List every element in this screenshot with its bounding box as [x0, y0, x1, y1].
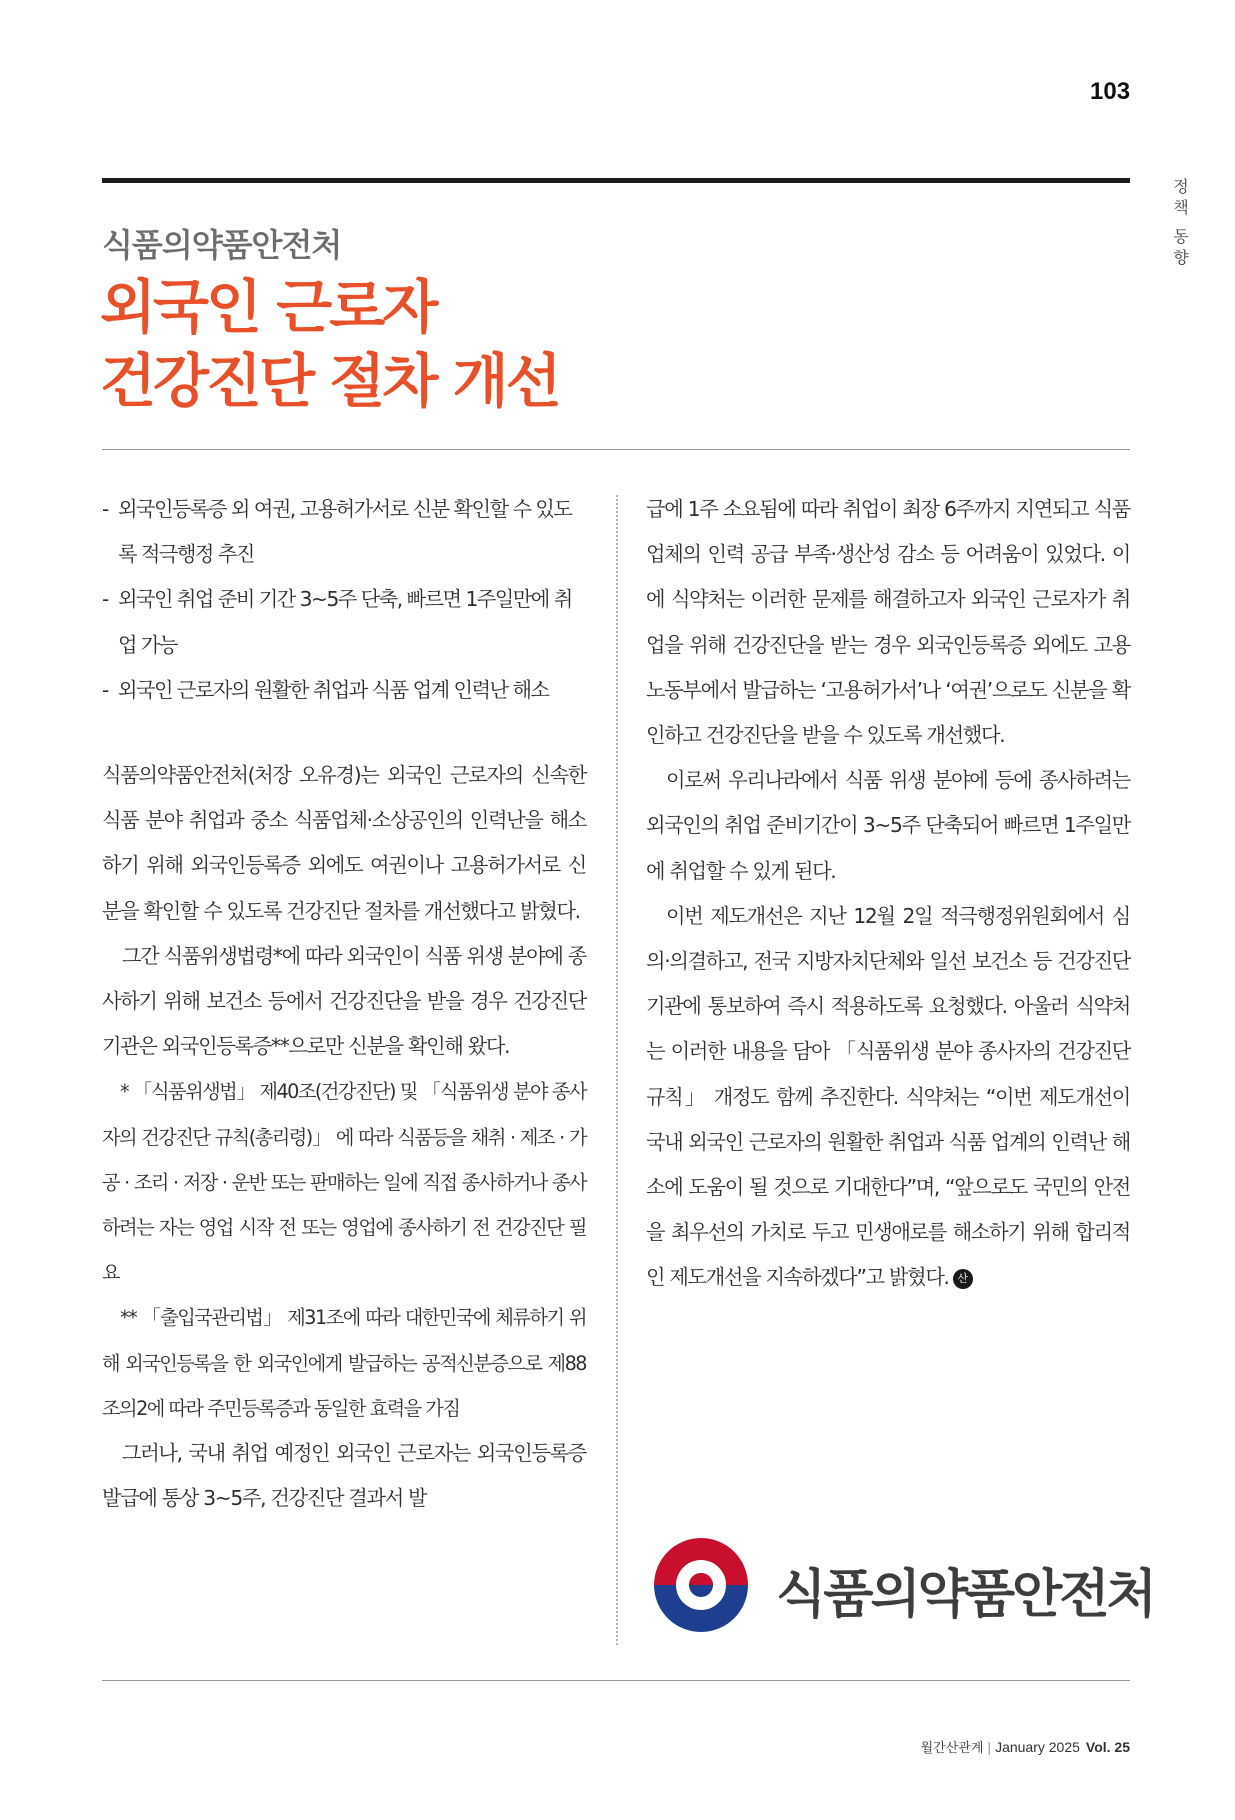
- body-paragraph: 이로써 우리나라에서 식품 위생 분야에 등에 종사하려는 외국인의 취업 준비기간이 3~5주 단축되어 빠르면 1주일만에 취업할 수 있게 된다.: [646, 768, 1130, 883]
- left-column: [102, 487, 586, 1521]
- section-tab: [1170, 176, 1192, 268]
- emblem-center-red: [689, 1573, 713, 1585]
- header-divider: [102, 449, 1130, 450]
- taegeuk-emblem-icon: [646, 1530, 756, 1640]
- summary-item: - 외국인등록증 외 여권, 고용허가서로 신분 확인할 수 있도록 적극행정 추진: [102, 487, 586, 577]
- footer-volume: Vol. 25: [1085, 1739, 1130, 1755]
- ministry-logo: [646, 1530, 1154, 1640]
- footer-publication: 월간산관계: [920, 1741, 984, 1756]
- summary-list: [102, 487, 586, 713]
- section-tab-char: 책: [1173, 198, 1189, 217]
- body-paragraph: [646, 894, 1130, 1301]
- top-rule: [102, 178, 1130, 183]
- article-kicker: 식품의약품안전처: [102, 226, 342, 264]
- body-paragraph-text: 이번 제도개선은 지난 12월 2일 적극행정위원회에서 심의·의결하고, 전국 지방자치단체와 일선 보건소 등 건강진단기관에 통보하여 즉시 적용하도록 요청했다. 아울러 식약처는 이러한 내용을 담아 「식품위생 분야 종사자의 건강진단 규칙」 개정도 함께 추진한다. 식약처는 “이번 제도개선이 국내 외국인 근로자의 원활한 취업과 식품 업계의 인력난 해소에 도움이 될 것으로 기대한다”며, “앞으로도 국민의 안전을 최우선의 가치로 두고 민생애로를 해소하기 위해 합리적인 제도개선을 지속하겠다”고 밝혔다.: [646, 903, 1130, 1290]
- body-paragraph: 그간 식품위생법령*에 따라 외국인이 식품 위생 분야에 종사하기 위해 보건소 등에서 건강진단을 받을 경우 건강진단기관은 외국인등록증**으로만 신분을 확인해 왔다.: [102, 943, 586, 1059]
- body-paragraph: 그러나, 국내 취업 예정인 외국인 근로자는 외국인등록증 발급에 통상 3~5주, 건강진단 결과서 발: [102, 1441, 586, 1511]
- page-footer: [860, 1737, 1130, 1756]
- logo-wordmark: 식품의약품안전처: [776, 1565, 1154, 1625]
- headline-line-1: 외국인 근로자: [100, 273, 436, 341]
- summary-spacer: [102, 713, 586, 753]
- footer-divider: [102, 1680, 1130, 1681]
- article-headline: [100, 270, 559, 418]
- summary-item: - 외국인 근로자의 원활한 취업과 식품 업계 인력난 해소: [102, 668, 586, 713]
- body-paragraph: 식품의약품안전처(처장 오유경)는 외국인 근로자의 신속한 식품 분야 취업과 중소 식품업체·소상공인의 인력난을 해소하기 위해 외국인등록증 외에도 여권이나 고용허가서로 신분을 확인할 수 있도록 건강진단 절차를 개선했다고 밝혔다.: [102, 763, 586, 923]
- section-tab-char: 향: [1173, 248, 1189, 267]
- footer-date: January 2025: [995, 1739, 1080, 1755]
- footer-separator: |: [987, 1739, 992, 1755]
- end-mark-icon: 산: [953, 1269, 973, 1289]
- page-number: 103: [1090, 78, 1131, 105]
- section-tab-char: 정: [1173, 177, 1189, 196]
- column-divider: [616, 495, 618, 1645]
- footnote: * 「식품위생법」 제40조(건강진단) 및 「식품위생 분야 종사자의 건강진단 규칙(총리령)」 에 따라 식품등을 채취 · 제조 · 가공 · 조리 · 저장 · 운반 또는 판매하는 일에 직접 종사하거나 종사하려는 자는 영업 시작 전 또는 영업에 종사하기 전 건강진단 필요: [102, 1080, 586, 1285]
- body-paragraph: 급에 1주 소요됨에 따라 취업이 최장 6주까지 지연되고 식품업체의 인력 공급 부족·생산성 감소 등 어려움이 있었다. 이에 식약처는 이러한 문제를 해결하고자 외국인 근로자가 취업을 위해 건강진단을 받는 경우 외국인등록증 외에도 고용노동부에서 발급하는 ‘고용허가서’나 ‘여권’으로도 신분을 확인하고 건강진단을 받을 수 있도록 개선했다.: [646, 497, 1130, 748]
- right-column: [646, 487, 1130, 1301]
- summary-item: - 외국인 취업 준비 기간 3~5주 단축, 빠르면 1주일만에 취업 가능: [102, 577, 586, 667]
- headline-line-2: 건강진단 절차 개선: [100, 347, 559, 415]
- section-tab-gap: [1170, 218, 1192, 226]
- footnote: ** 「출입국관리법」 제31조에 따라 대한민국에 체류하기 위해 외국인등록을 한 외국인에게 발급하는 공적신분증으로 제88조의2에 따라 주민등록증과 동일한 효력을 가짐: [102, 1306, 586, 1420]
- section-tab-char: 동: [1173, 227, 1189, 246]
